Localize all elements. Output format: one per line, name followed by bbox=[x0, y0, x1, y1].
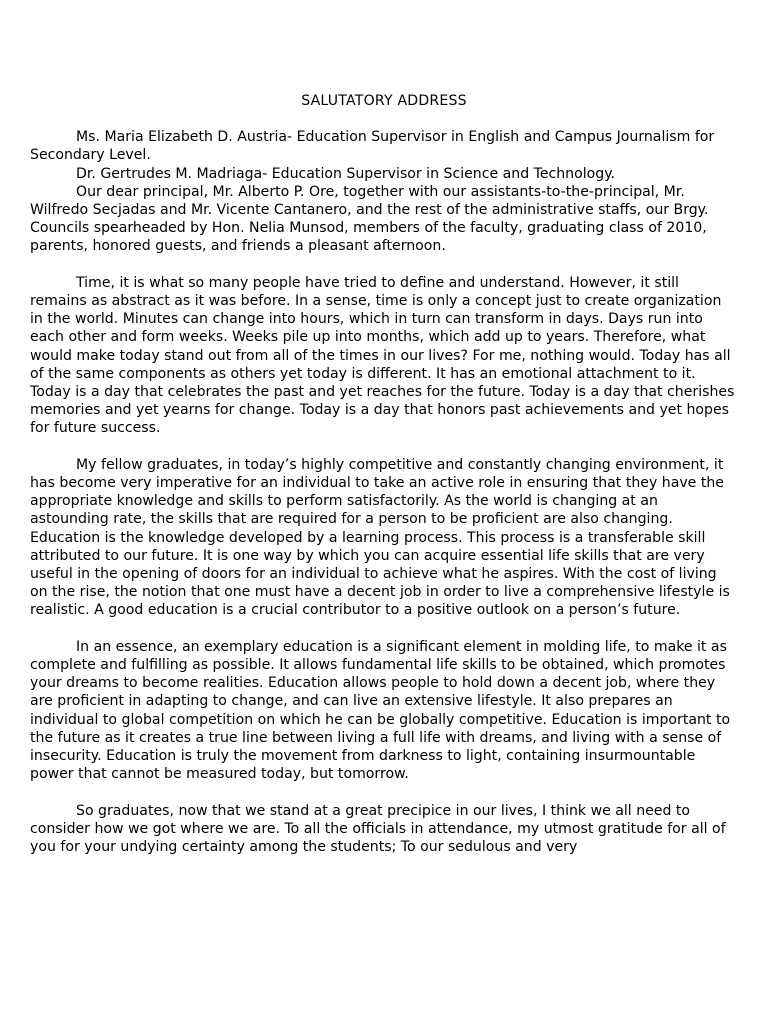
paragraph: Our dear principal, Mr. Alberto P. Ore, together with our assistants-to-the-principal, Mr. Wilfredo Secjadas and Mr. Vicente Cantanero, and the rest of the administrative staffs, our Brgy. Councils spearheaded by Hon. Nelia Munsod, members of the faculty, graduating class of 2010, parents, honored guests, and friends a pleasant afternoon. bbox=[30, 183, 709, 255]
paragraph: Ms. Maria Elizabeth D. Austria- Education Supervisor in English and Campus Journalism for Secondary Level. bbox=[30, 129, 715, 164]
document-page bbox=[30, 92, 738, 856]
paragraph: Time, it is what so many people have tried to define and understand. However, it still remains as abstract as it was before. In a sense, time is only a concept just to create organization in the world. Minutes can change into hours, which in turn can transform in days. Days run into each other and form weeks. Weeks pile up into months, which add up to years. Therefore, what would make today stand out from all of the times in our lives? For me, nothing would. Today has all of the same components as others yet today is different. It has an emotional attachment to it. Today is a day that celebrates the past and yet reaches for the future. Today is a day that cherishes memories and yet yearns for change. Today is a day that honors past achievements and yet hopes for future success. bbox=[30, 274, 735, 437]
paragraph: Dr. Gertrudes M. Madriaga- Education Supervisor in Science and Technology. bbox=[76, 165, 616, 182]
paragraph: My fellow graduates, in today’s highly competitive and constantly changing environment, it has become very imperative for an individual to take an active role in ensuring that they have the appropriate knowledge and skills to perform satisfactorily. As the world is changing at an astounding rate, the skills that are required for a person to be proficient are also changing. Education is the knowledge developed by a learning process. This process is a transferable skill attributed to our future. It is one way by which you can acquire essential life skills that are very useful in the opening of doors for an individual to achieve what he aspires. With the cost of living on the rise, the notion that one must have a decent job in order to live a comprehensive lifestyle is realistic. A good education is a crucial contributor to a positive outlook on a person’s future. bbox=[30, 456, 730, 619]
paragraph: So graduates, now that we stand at a great precipice in our lives, I think we all need to consider how we got where we are. To all the officials in attendance, my utmost gratitude for all of you for your undying certainty among the students; To our sedulous and very bbox=[30, 802, 726, 856]
document-title: SALUTATORY ADDRESS bbox=[301, 93, 467, 109]
paragraph: In an essence, an exemplary education is a significant element in molding life, to make it as complete and fulfilling as possible. It allows fundamental life skills to be obtained, which promotes your dreams to become realities. Education allows people to hold down a decent job, where they are proficient in adapting to change, and can live an extensive lifestyle. It also prepares an individual to global competition on which he can be globally competitive. Education is important to the future as it creates a true line between living a full life with dreams, and living with a sense of insecurity. Education is truly the movement from darkness to light, containing insurmountable power that cannot be measured today, but tomorrow. bbox=[30, 638, 731, 783]
